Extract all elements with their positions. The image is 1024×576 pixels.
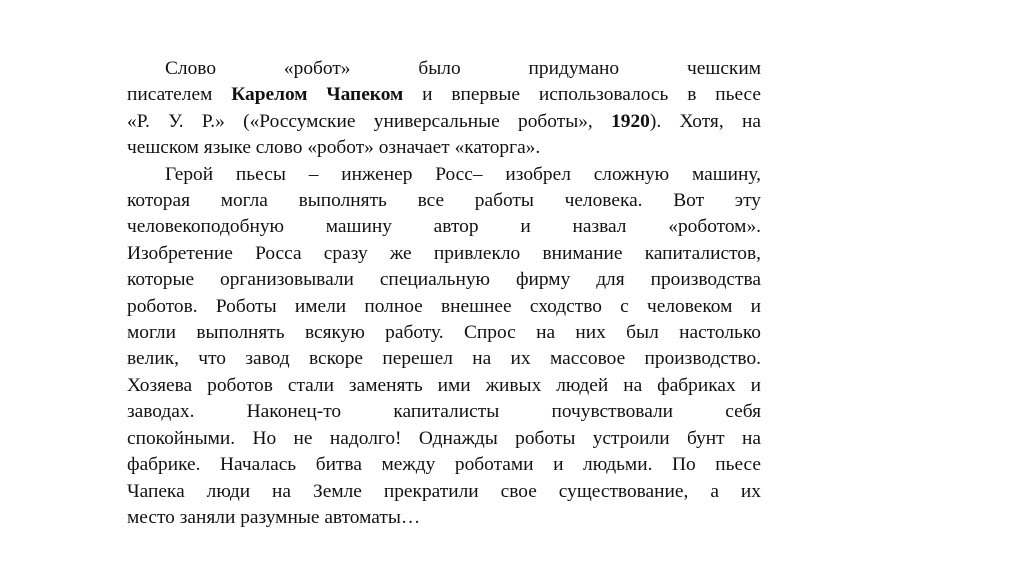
text-run: фабрике. Началась битва между роботами и людьми. По пьесе: [127, 454, 761, 476]
text-line: [127, 479, 761, 505]
text-run: могли выполнять всякую работу. Спрос на них был настолько: [127, 322, 761, 344]
bold-text: Карелом Чапеком: [231, 84, 404, 106]
text-run: спокойными. Но не надолго! Однажды роботы устроили бунт на: [127, 427, 761, 449]
text-line: [127, 214, 761, 240]
text-run: Слово «робот» было придумано чешским: [165, 58, 761, 79]
text-run: ). Хотя, на: [649, 110, 761, 132]
text-run: «Р. У. Р.» («Россумские универсальные роботы»,: [127, 110, 612, 132]
bold-text: 1920: [611, 110, 650, 132]
document-text: [127, 56, 761, 531]
text-run: Хозяева роботов стали заменять ими живых людей на фабриках и: [127, 374, 761, 396]
text-run: писателем: [127, 84, 232, 106]
text-line: [127, 373, 761, 399]
text-line: [127, 241, 761, 267]
text-line: [127, 452, 761, 478]
text-line: [127, 82, 761, 108]
text-run: Изобретение Росса сразу же привлекло внимание капиталистов,: [127, 242, 761, 264]
text-line: [127, 320, 761, 346]
text-run: роботов. Роботы имели полное внешнее сходство с человеком и: [127, 295, 761, 317]
text-run: которые организовывали специальную фирму для производства: [127, 269, 761, 291]
text-line: [127, 188, 761, 214]
paragraph: [127, 56, 761, 162]
text-run: заводах. Наконец-то капиталисты почувствовали себя: [127, 401, 761, 423]
text-run: и впервые использовалось в пьесе: [403, 84, 761, 106]
text-run: велик, что завод вскоре перешел на их массовое производство.: [127, 348, 761, 370]
text-line: [127, 505, 761, 531]
text-line: [127, 56, 761, 82]
text-line: [127, 294, 761, 320]
text-line: [127, 346, 761, 372]
text-run: место заняли разумные автоматы…: [127, 506, 421, 528]
text-run: Герой пьесы – инженер Росс– изобрел сложную машину,: [165, 163, 761, 185]
text-line: [127, 267, 761, 293]
text-line: [127, 109, 761, 135]
text-run: человекоподобную машину автор и назвал «роботом».: [127, 216, 761, 238]
text-line: [127, 162, 761, 188]
text-run: Чапека люди на Земле прекратили свое существование, а их: [127, 480, 761, 502]
text-line: [127, 135, 761, 161]
paragraph: [127, 162, 761, 532]
text-line: [127, 399, 761, 425]
text-run: которая могла выполнять все работы человека. Вот эту: [127, 190, 761, 212]
text-line: [127, 426, 761, 452]
text-run: чешском языке слово «робот» означает «каторга».: [127, 137, 541, 159]
